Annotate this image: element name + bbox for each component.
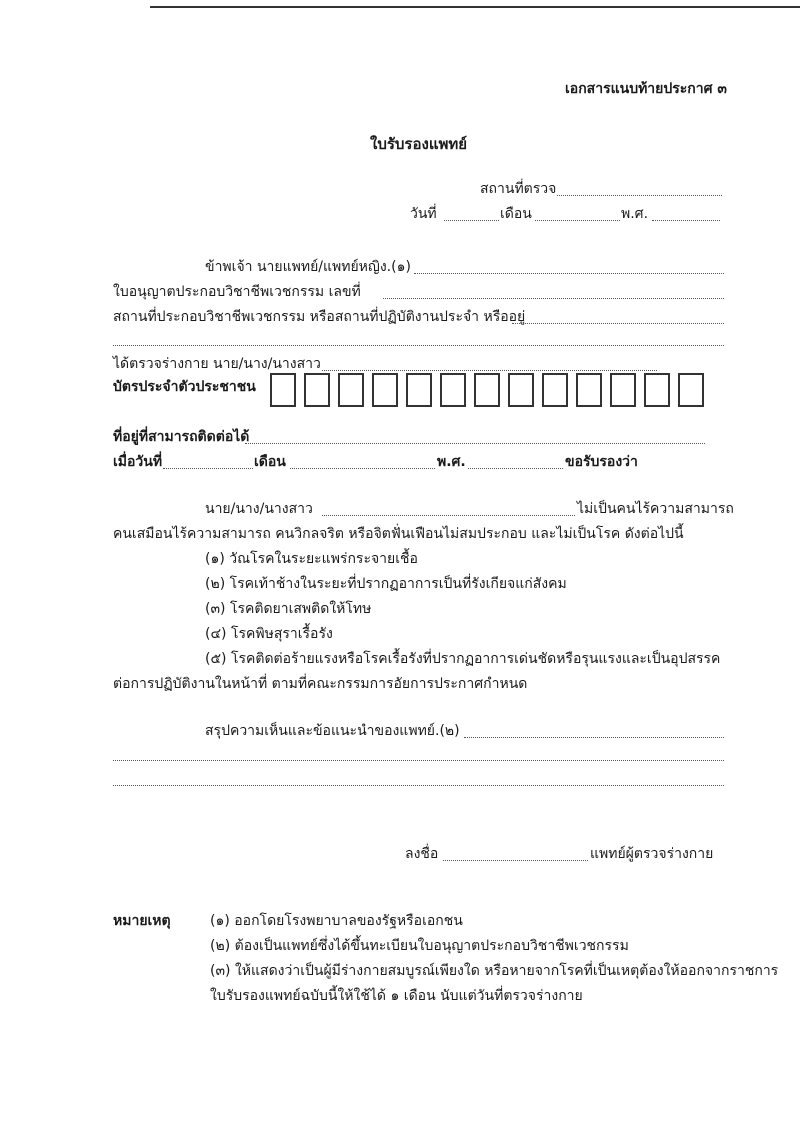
id-digit-box	[678, 373, 704, 407]
signature-field	[443, 860, 588, 861]
note-item: (๒) ต้องเป็นแพทย์ซึ่งได้ขึ้นทะเบียนใบอนุญาตประกอบวิชาชีพเวชกรรม	[210, 938, 629, 954]
on-date-year-field	[468, 468, 563, 469]
date-year-label: พ.ศ.	[621, 206, 649, 222]
date-day-label: วันที่	[410, 206, 437, 222]
notes-label: หมายเหตุ	[113, 913, 171, 929]
date-month-label: เดือน	[500, 206, 532, 222]
on-date-year-label: พ.ศ.	[437, 454, 466, 470]
signature-role: แพทย์ผู้ตรวจร่างกาย	[590, 846, 714, 862]
on-date-label: เมื่อวันที่	[113, 454, 163, 470]
opinion-field	[464, 737, 724, 738]
appendix-label: เอกสารแนบท้ายประกาศ ๓	[565, 81, 727, 97]
disease-item: (๒) โรคเท้าช้างในระยะที่ปรากฏอาการเป็นที่รังเกียจแก่สังคม	[205, 576, 567, 592]
id-number-boxes	[270, 373, 704, 407]
opinion-field-line-2	[113, 760, 724, 761]
note-item: (๓) ให้แสดงว่าเป็นผู้มีร่างกายสมบูรณ์เพียงใด หรือหายจากโรคที่เป็นเหตุต้องให้ออกจากราชการ	[210, 963, 779, 979]
workplace-label: สถานที่ประกอบวิชาชีพเวชกรรม หรือสถานที่ปฏิบัติงานประจำ หรืออยู่	[113, 309, 526, 325]
patient-name-field	[322, 370, 657, 371]
doctor-intro: ข้าพเจ้า นายแพทย์/แพทย์หญิง.(๑)	[205, 259, 411, 275]
place-label: สถานที่ตรวจ	[480, 181, 557, 197]
on-date-month-field	[290, 468, 435, 469]
id-digit-box	[270, 373, 296, 407]
statement-line-2: คนเสมือนไร้ความสามารถ คนวิกลจริต หรือจิตฟั่นเฟือนไม่สมประกอบ และไม่เป็นโรค ดังต่อไปนี้	[113, 526, 684, 542]
statement-prefix: นาย/นาง/นางสาว	[205, 501, 313, 517]
address-field	[245, 443, 705, 444]
id-digit-box	[440, 373, 466, 407]
on-date-month-label: เดือน	[254, 454, 286, 470]
workplace-field	[512, 323, 724, 324]
place-field	[557, 195, 722, 196]
license-label: ใบอนุญาตประกอบวิชาชีพเวชกรรม เลขที่	[113, 284, 361, 300]
signature-label: ลงชื่อ	[405, 846, 439, 862]
scan-edge-line	[150, 6, 800, 8]
disease-item-continued: ต่อการปฏิบัติงานในหน้าที่ ตามที่คณะกรรมการอัยการประกาศกำหนด	[113, 676, 528, 692]
license-field	[383, 298, 724, 299]
id-digit-box	[576, 373, 602, 407]
page-title: ใบรับรองแพทย์	[370, 135, 468, 153]
disease-item: (๕) โรคติดต่อร้ายแรงหรือโรคเรื้อรังที่ปรากฏอาการเด่นชัดหรือรุนแรงและเป็นอุปสรรค	[205, 651, 721, 667]
id-digit-box	[338, 373, 364, 407]
id-digit-box	[610, 373, 636, 407]
id-digit-box	[474, 373, 500, 407]
id-digit-box	[304, 373, 330, 407]
on-date-day-field	[163, 468, 253, 469]
disease-item: (๓) โรคติดยาเสพติดให้โทษ	[205, 601, 372, 617]
id-digit-box	[644, 373, 670, 407]
certify-label: ขอรับรองว่า	[565, 454, 638, 470]
doctor-name-field	[414, 273, 724, 274]
statement-suffix: ไม่เป็นคนไร้ความสามารถ	[577, 501, 734, 517]
note-validity: ใบรับรองแพทย์ฉบับนี้ให้ใช้ได้ ๑ เดือน นับแต่วันที่ตรวจร่างกาย	[210, 988, 583, 1004]
date-day-field	[444, 220, 499, 221]
note-item: (๑) ออกโดยโรงพยาบาลของรัฐหรือเอกชน	[210, 913, 463, 929]
opinion-label: สรุปความเห็นและข้อแนะนำของแพทย์.(๒)	[205, 723, 460, 739]
statement-name-field	[322, 515, 575, 516]
examined-label: ได้ตรวจร่างกาย นาย/นาง/นางสาว	[113, 356, 321, 372]
disease-item: (๑) วัณโรคในระยะแพร่กระจายเชื้อ	[205, 551, 418, 567]
id-digit-box	[542, 373, 568, 407]
opinion-field-line-3	[113, 785, 724, 786]
id-card-label: บัตรประจำตัวประชาชน	[113, 379, 256, 395]
date-year-field	[652, 220, 720, 221]
workplace-field-cont	[113, 345, 724, 346]
id-digit-box	[372, 373, 398, 407]
id-digit-box	[406, 373, 432, 407]
address-label: ที่อยู่ที่สามารถติดต่อได้	[113, 429, 250, 445]
date-month-field	[535, 220, 620, 221]
disease-item: (๔) โรคพิษสุราเรื้อรัง	[205, 626, 333, 642]
id-digit-box	[508, 373, 534, 407]
